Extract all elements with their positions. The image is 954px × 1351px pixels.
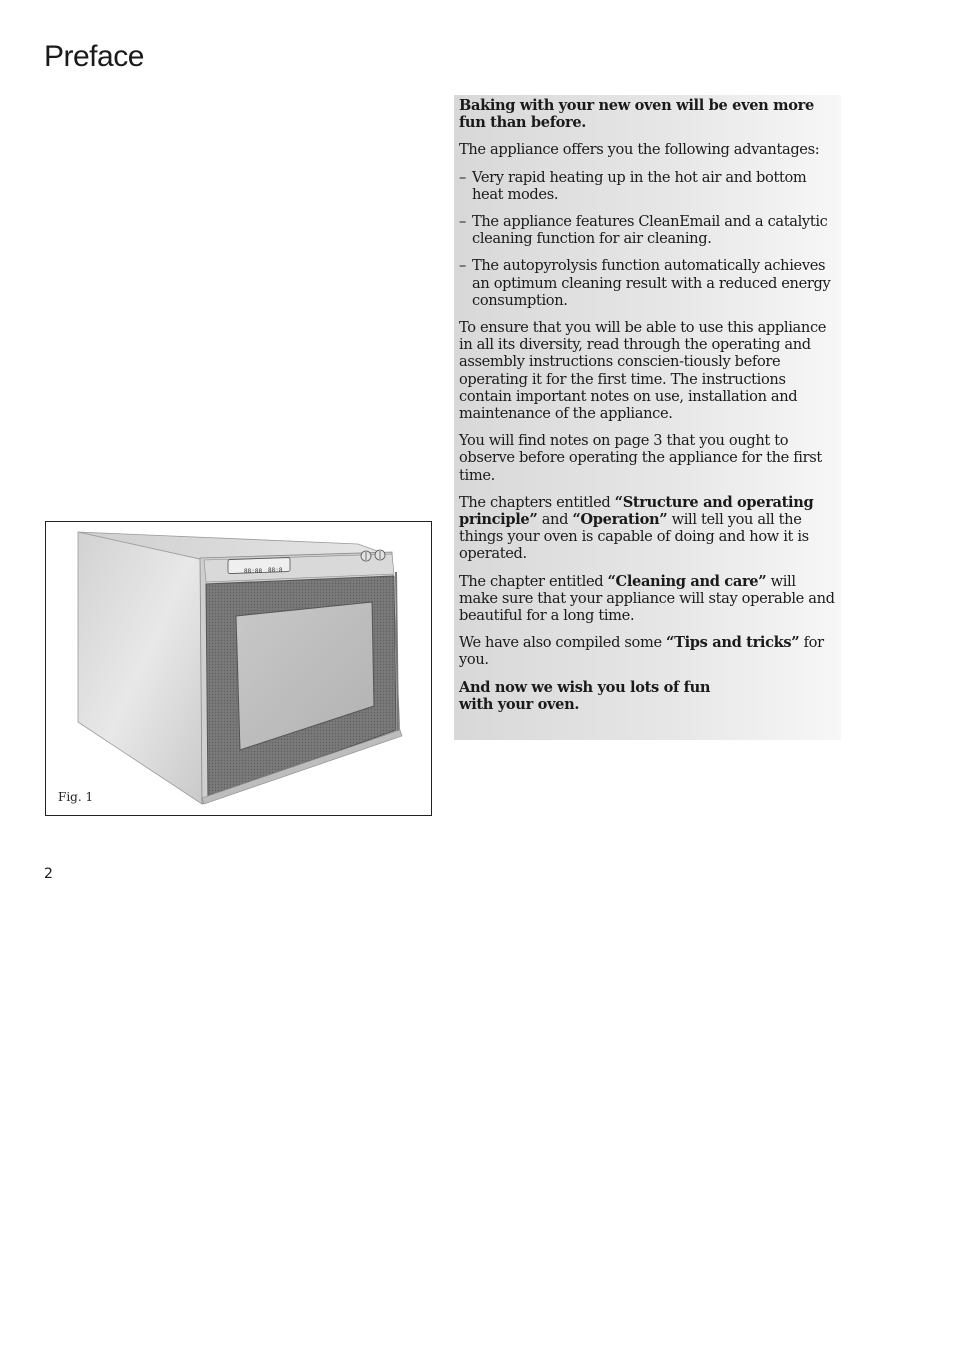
display-readout: 88:88 (244, 568, 263, 575)
figure-oven (45, 521, 432, 816)
advantage-item: – The appliance features CleanEmail and a catalytic cleaning function for air cleaning. (459, 213, 828, 248)
figure-caption: Fig. 1 (58, 790, 94, 804)
advantages-intro: The appliance offers you the following advantages: (459, 141, 820, 159)
closing-paragraph: And now we wish you lots of fun with your oven. (459, 678, 711, 713)
oven-illustration (46, 522, 431, 815)
preface-panel (454, 95, 841, 740)
advantage-item: – Very rapid heating up in the hot air and bottom heat modes. (459, 168, 807, 203)
notes-paragraph: You will find notes on page 3 that you ought to observe before operating the appliance for the first time. (459, 432, 822, 484)
tips-paragraph: We have also compiled some “Tips and tricks” for you. (459, 634, 824, 669)
chapters-paragraph: The chapters entitled “Structure and operating principle” and “Operation” will tell you all the things your oven is capable of doing and how it is operated. (459, 493, 814, 563)
intro-heading: Baking with your new oven will be even more fun than before. (459, 97, 814, 132)
display-readout-right: 88:8 (268, 567, 283, 574)
cleaning-paragraph: The chapter entitled “Cleaning and care” will make sure that your appliance will stay operable and beautiful for a long time. (459, 572, 835, 625)
page-number: 2 (44, 866, 53, 882)
advantage-item: – The autopyrolysis function automatically achieves an optimum cleaning result with a reduced energy consumption. (459, 257, 831, 309)
page-title: Preface (44, 40, 144, 73)
instructions-paragraph: To ensure that you will be able to use this appliance in all its diversity, read through the operating and assembly instructions conscien-tiously before operating it for the first time. The instructions contain important notes on use, installation and maintenance of the appliance. (459, 319, 827, 423)
oven-side (78, 532, 204, 804)
